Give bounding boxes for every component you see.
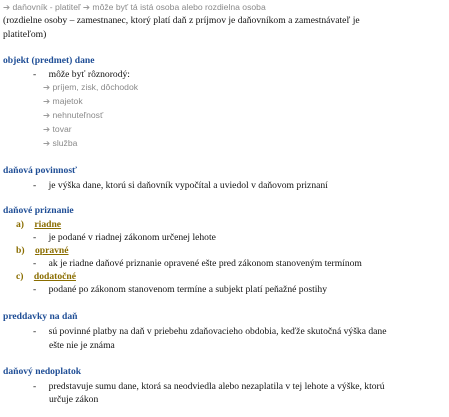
sub-item-3 (43, 110, 103, 122)
top-line-1 (3, 2, 266, 14)
dash-marker: - (33, 326, 37, 337)
top-line-3: platiteľom) (3, 29, 47, 40)
list-item-text: je výška dane, ktorú si daňovník vypočítal a uviedol v daňovom priznaní (48, 180, 328, 191)
arrow-right-icon: ➔ (3, 3, 11, 13)
section-heading-preddavky: preddavky na daň (3, 311, 78, 322)
sub-item-4 (43, 124, 72, 136)
dash-marker: - (33, 69, 37, 80)
top-line-2: (rozdielne osoby – zamestnanec, ktorý platí daň z príjmov je daňovníkom a zamestnávateľ je (3, 15, 360, 26)
arrow-right-icon: ➔ (43, 125, 51, 135)
list-item-dash (33, 258, 362, 269)
list-item-dash (33, 232, 216, 243)
section-heading-priznanie: daňové priznanie (3, 205, 74, 216)
list-item-continuation: ešte nie je známa (49, 340, 115, 351)
list-item-dash (33, 69, 130, 80)
sub-item-1 (43, 82, 138, 94)
term-description: môže byť tá istá osoba alebo rozdielna osoba (92, 2, 266, 12)
list-item-text: podané po zákonom stanovenom termíne a subjekt platí peňažné postihy (48, 284, 328, 295)
list-item-dash (33, 180, 328, 191)
list-item-text: môže byť rôznorodý: (48, 69, 130, 80)
sub-item-label: príjem, zisk, dôchodok (52, 82, 139, 92)
enum-item-b (16, 245, 69, 256)
sub-item-label: majetok (52, 96, 83, 106)
dash-marker: - (33, 232, 37, 243)
arrow-right-icon: ➔ (43, 139, 51, 149)
list-item-text: sú povinné platby na daň v priebehu zdaňovacieho obdobia, keďže skutočná výška dane (48, 326, 387, 337)
enum-item-c (16, 271, 76, 282)
dash-marker: - (33, 284, 37, 295)
arrow-right-icon: ➔ (43, 97, 51, 107)
list-item-continuation: určuje zákon (49, 394, 99, 405)
section-heading-nedoplatok: daňový nedoplatok (3, 366, 82, 377)
enum-marker: a) (16, 219, 24, 230)
enum-item-a (16, 219, 61, 230)
sub-item-label: služba (52, 138, 78, 148)
list-item-dash (33, 326, 387, 337)
list-item-dash (33, 381, 385, 392)
arrow-right-icon: ➔ (43, 83, 51, 93)
term-daňovník-platiteľ: daňovník - platiteľ (12, 2, 81, 12)
list-item-dash (33, 284, 327, 295)
sub-item-label: tovar (52, 124, 72, 134)
enum-label: opravné (34, 245, 69, 256)
dash-marker: - (33, 381, 37, 392)
list-item-text: predstavuje sumu dane, ktorá sa neodviedla alebo nezaplatila v tej lehote a výške, ktorú (48, 381, 385, 392)
enum-marker: c) (16, 271, 24, 282)
sub-item-2 (43, 96, 83, 108)
arrow-right-icon: ➔ (82, 3, 91, 13)
sub-item-label: nehnuteľnosť (52, 110, 104, 120)
enum-marker: b) (16, 245, 25, 256)
enum-label: riadne (34, 219, 62, 230)
dash-marker: - (33, 258, 37, 269)
dash-marker: - (33, 180, 37, 191)
arrow-right-icon: ➔ (43, 111, 51, 121)
list-item-text: je podané v riadnej zákonom určenej lehote (48, 232, 216, 243)
section-heading-objekt: objekt (predmet) dane (3, 55, 95, 66)
sub-item-5 (43, 138, 77, 150)
enum-label: dodatočné (33, 271, 76, 282)
section-heading-povinnost: daňová povinnosť (3, 165, 78, 176)
list-item-text: ak je riadne daňové priznanie opravené ešte pred zákonom stanoveným termínom (48, 258, 362, 269)
